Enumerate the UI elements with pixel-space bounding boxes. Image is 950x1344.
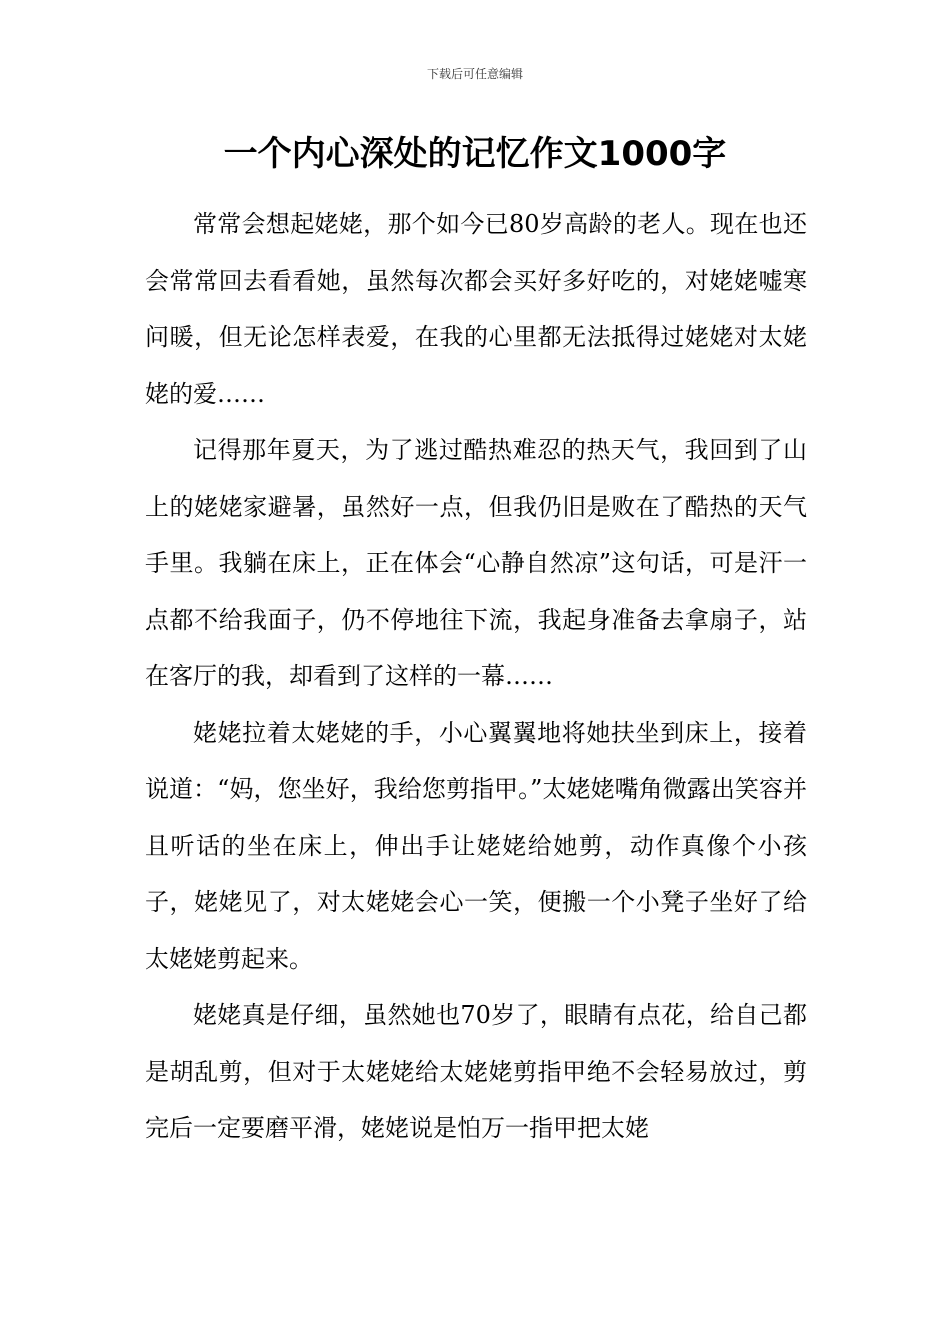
header-note: 下载后可任意编辑 [426,67,523,81]
paragraph-1: 常常会想起姥姥，那个如今已80岁高龄的老人。现在也还会常常回去看看她，虽然每次都会买好多好吃的，对姥姥嘘寒问暖，但无论怎样表爱，在我的心里都无法抵得过姥姥对太姥姥的爱…… [145,210,807,408]
paragraph-4: 姥姥真是仔细，虽然她也70岁了，眼睛有点花，给自己都是胡乱剪，但对于太姥姥给太姥姥剪指甲绝不会轻易放过，剪完后一定要磨平滑，姥姥说是怕万一指甲把太姥 [145,1001,807,1142]
article-body [145,196,807,1157]
page-title: 一个内心深处的记忆作文1000字 [223,134,727,174]
paragraph-2: 记得那年夏天，为了逃过酷热难忍的热天气，我回到了山上的姥姥家避暑，虽然好一点，但我仍旧是败在了酷热的天气手里。我躺在床上，正在体会“心静自然凉”这句话，可是汗一点都不给我面子，仍不停地往下流，我起身准备去拿扇子，站在客厅的我，却看到了这样的一幕…… [145,436,807,690]
paragraph-3: 姥姥拉着太姥姥的手，小心翼翼地将她扶坐到床上，接着说道：“妈，您坐好，我给您剪指甲。”太姥姥嘴角微露出笑容并且听话的坐在床上，伸出手让姥姥给她剪，动作真像个小孩子，姥姥见了，对太姥姥会心一笑，便搬一个小凳子坐好了给太姥姥剪起来。 [145,718,807,973]
